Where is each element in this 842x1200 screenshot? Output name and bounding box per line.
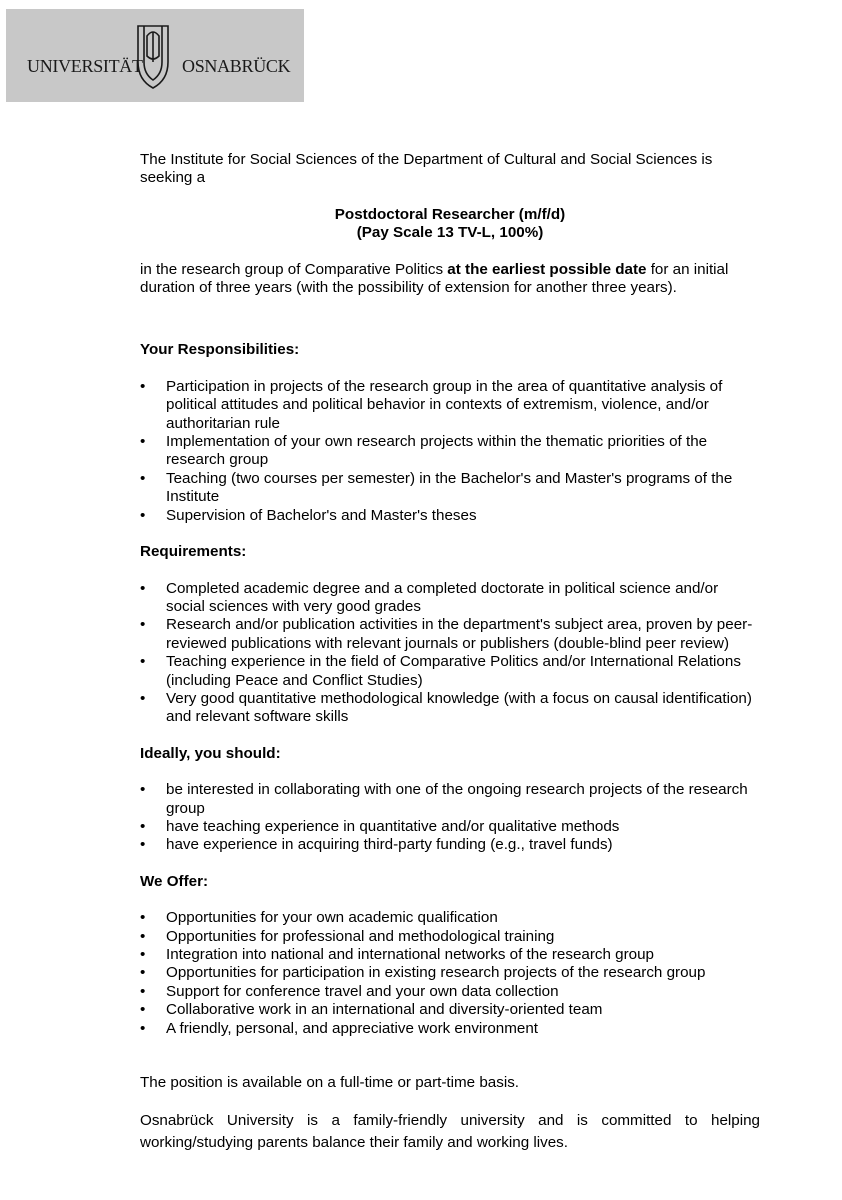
job-posting xyxy=(140,151,760,1154)
logo-right-word: OSNABRÜCK xyxy=(182,56,291,76)
start-date-emphasis: at the earliest possible date xyxy=(447,260,647,278)
position-title xyxy=(140,206,760,243)
bullet-icon: • xyxy=(140,982,146,1000)
list-item: • have teaching experience in quantitative and/or qualitative methods xyxy=(140,817,620,835)
list-item: • Participation in projects of the research group in the area of quantitative analysis of political attitudes and political behavior in contexts of extremism, violence, and/or authoritarian rule xyxy=(140,377,723,432)
bullet-icon: • xyxy=(140,689,146,707)
responsibilities-heading: Your Responsibilities: xyxy=(140,341,300,359)
bullet-icon: • xyxy=(140,506,146,524)
logo-left-word: UNIVERSITÄT xyxy=(27,56,143,76)
bullet-icon: • xyxy=(140,836,146,854)
ideally-heading: Ideally, you should: xyxy=(140,744,281,762)
position-title-line: Postdoctoral Researcher (m/f/d) xyxy=(334,205,566,223)
offer-heading: We Offer: xyxy=(140,872,209,890)
bullet-icon: • xyxy=(140,653,146,671)
bullet-icon: • xyxy=(140,909,146,927)
bullet-icon: • xyxy=(140,469,146,487)
list-item: • Opportunities for your own academic qualification xyxy=(140,909,498,927)
list-item: • Completed academic degree and a completed doctorate in political science and/or social sciences with very good grades xyxy=(140,579,719,615)
requirements-list xyxy=(140,580,760,727)
university-crest-icon xyxy=(130,22,176,92)
list-item: • Integration into national and international networks of the research group xyxy=(140,946,655,963)
requirements-heading: Requirements: xyxy=(140,543,247,561)
bullet-icon: • xyxy=(140,927,146,945)
position-description xyxy=(140,261,760,298)
employment-basis-text: The position is available on a full-time or part-time basis. xyxy=(140,1074,520,1092)
list-item: • Opportunities for professional and methodological training xyxy=(140,927,555,945)
list-item: • Implementation of your own research projects within the thematic priorities of the research group xyxy=(140,433,708,469)
pay-scale-line: (Pay Scale 13 TV-L, 100%) xyxy=(356,224,544,242)
list-item: • be interested in collaborating with one of the ongoing research projects of the research group xyxy=(140,781,748,817)
position-description-end: for an initial duration of three years (with the possibility of extension for another three years). xyxy=(140,260,729,297)
university-logo xyxy=(6,9,304,102)
bullet-icon: • xyxy=(140,781,146,799)
bullet-icon: • xyxy=(140,1001,146,1019)
bullet-icon: • xyxy=(140,1019,146,1037)
intro-text: The Institute for Social Sciences of the Department of Cultural and Social Sciences is seeking a xyxy=(140,151,713,187)
list-item: • Teaching (two courses per semester) in the Bachelor's and Master's programs of the Institute xyxy=(140,469,733,506)
bullet-icon: • xyxy=(140,616,146,634)
offer-list xyxy=(140,909,760,1038)
bullet-icon: • xyxy=(140,817,146,835)
list-item: • A friendly, personal, and appreciative work environment xyxy=(140,1019,539,1037)
bullet-icon: • xyxy=(140,433,146,451)
list-item: • Opportunities for participation in existing research projects of the research group xyxy=(140,964,706,982)
family-friendly-text: Osnabrück University is a family-friendly university and is committed to helping working/studying parents balance their family and working lives. xyxy=(140,1112,760,1152)
position-description-start: in the research group of Comparative Politics xyxy=(140,260,448,278)
list-item: • have experience in acquiring third-party funding (e.g., travel funds) xyxy=(140,836,613,854)
list-item: • Support for conference travel and your own data collection xyxy=(140,982,559,1000)
list-item: • Research and/or publication activities in the department's subject area, proven by peer-reviewed publications with relevant journals or publishers (double-blind peer review) xyxy=(140,616,753,652)
bullet-icon: • xyxy=(140,964,146,982)
ideally-list xyxy=(140,781,760,855)
responsibilities-list xyxy=(140,378,760,525)
bullet-icon: • xyxy=(140,579,146,597)
list-item: • Supervision of Bachelor's and Master's theses xyxy=(140,506,477,524)
bullet-icon: • xyxy=(140,946,146,963)
list-item: • Teaching experience in the field of Comparative Politics and/or International Relations (including Peace and Conflict Studies) xyxy=(140,653,741,689)
list-item: • Very good quantitative methodological knowledge (with a focus on causal identification) and relevant software skills xyxy=(140,689,752,726)
list-item: • Collaborative work in an international and diversity-oriented team xyxy=(140,1001,603,1019)
bullet-icon: • xyxy=(140,377,146,395)
